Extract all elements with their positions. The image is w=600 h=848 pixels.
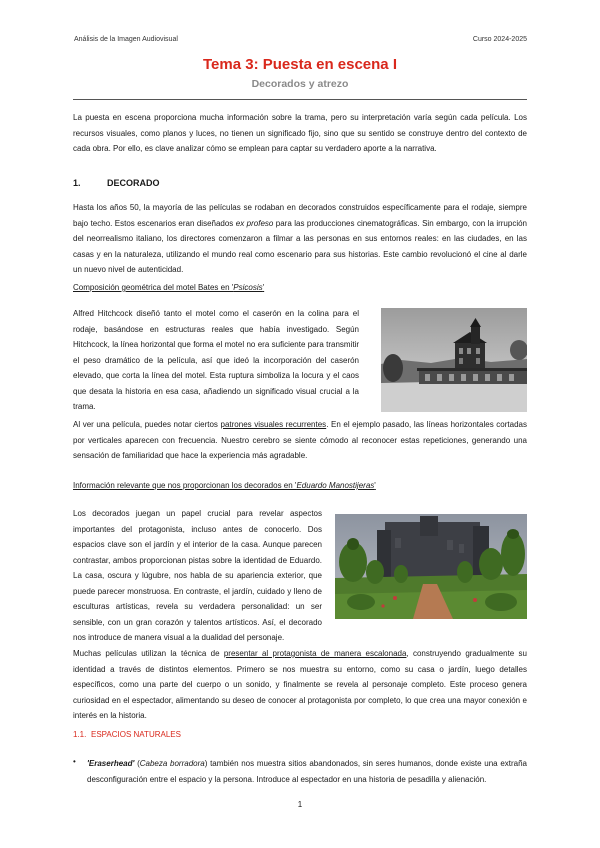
section-number: 1.	[73, 178, 81, 188]
paragraph-staggered-presentation	[73, 646, 527, 724]
italic-run: Cabeza borradora	[139, 759, 205, 768]
page-subtitle: Decorados y atrezo	[251, 78, 349, 90]
italic-run: Eduardo Manostijeras	[296, 481, 375, 490]
eduardo-garden-photo	[335, 514, 527, 619]
text-run: '	[374, 481, 376, 490]
subheading-eduardo	[73, 481, 376, 490]
running-header-left: Análisis de la Imagen Audiovisual	[74, 36, 178, 43]
title-divider	[73, 99, 527, 100]
text-run: . En el ejemplo pasado, las líneas horizontales cortadas por verticales aparecen con frecuencia. Nuestro cerebro se siente cómodo al reconocer estas repeticiones, generando una sensación de familiaridad que hace la experiencia más agradable.	[73, 420, 527, 460]
subsection-label: ESPACIOS NATURALES	[91, 730, 181, 739]
text-run: Al ver una película, puedes notar ciertos	[73, 420, 221, 429]
psicosis-house-photo	[381, 308, 527, 412]
page-title: Tema 3: Puesta en escena I	[203, 56, 397, 73]
text-run: Información relevante que nos proporcionan los decorados en '	[73, 481, 297, 490]
intro-paragraph: La puesta en escena proporciona mucha información sobre la trama, pero su interpretación varía según cada película. Los recursos visuales, como planos y luces, no tienen un significado fijo, sino que su sentido se construye dentro del contexto de cada obra. Por ello, es clave analizar cómo se emplean para captar su verdadero aporte a la narrativa.	[73, 113, 527, 153]
text-run: Composición geométrica del motel Bates en '	[73, 283, 234, 292]
paragraph-visual-patterns	[73, 417, 527, 464]
text-run: ) también nos muestra sitios abandonados, sin seres humanos, donde existe una extraña desconfiguración entre el espacio y la persona. Introduce al espectador en una historia de pesadilla y alienación.	[87, 759, 528, 784]
text-run: , construyendo gradualmente su identidad a través de distintos elementos. Primero se nos muestra su entorno, como su casa o jardín, luego detalles específicos, como una parte del cuerpo o un sonido, y finalmente se revela al personaje completo. Este proceso genera curiosidad en el espectador, alimentando su deseo de conocer al protagonista por completo, lo que crea una mayor conexión e interés en la historia.	[73, 649, 528, 720]
section-heading-decorado	[73, 178, 160, 188]
text-run: para las producciones cinematográficas. Sin embargo, con la irrupción del neorrealismo italiano, los directores comenzaron a filmar a las personas en sus entornos reales: en las ciudades, en las casas y en la naturaleza, utilizando el mundo real como escenario para sus historias. Este cambio revolucionó el cine al darle un nuevo nivel de autenticidad.	[73, 218, 528, 274]
paragraph-eduardo-sets: Los decorados juegan un papel crucial para revelar aspectos importantes del protagonista, incluso antes de conocerlo. Dos espacios clave son el jardín y el interior de la casa. Aunque parecen contrastar, ambos proporcionan pistas sobre la identidad de Eduardo. La casa, oscura y lúgubre, nos habla de su apariencia exterior, que puede parecer monstruosa. En contraste, el jardín, cuidado y lleno de esculturas artísticas, revela su verdadera personalidad: un ser sensible, con un gran corazón y talentos artísticos. Así, el decorado nos introduce de manera visual a la dualidad del personaje.	[73, 509, 322, 642]
section-label: DECORADO	[107, 178, 160, 188]
running-header-right: Curso 2024-2025	[472, 36, 527, 43]
subsection-heading-espacios-naturales	[73, 730, 181, 739]
bullet-marker: •	[73, 757, 76, 766]
text-run: Hasta los años 50, la mayoría de las películas se rodaban en decorados construidos específicamente para el rodaje, siempre bajo techo. Estos escenarios eran diseñados	[73, 203, 527, 228]
subheading-psicosis	[73, 283, 264, 292]
text-run: (	[134, 759, 140, 768]
page-number: 1	[297, 800, 303, 809]
underlined-run: presentar al protagonista de manera escalonada	[223, 649, 407, 658]
text-run: '	[262, 283, 265, 292]
text-run: Muchas películas utilizan la técnica de	[73, 649, 224, 658]
bullet-text	[87, 756, 527, 787]
italic-run: ex profeso	[235, 218, 274, 228]
underlined-run: patrones visuales recurrentes	[220, 420, 327, 429]
italic-run: Psicosis	[233, 283, 263, 292]
paragraph-hitchcock: Alfred Hitchcock diseñó tanto el motel como el caserón en la colina para el rodaje, basándose en estructuras reales que había investigado. Según Hitchcock, la línea horizontal que forma el motel no era suficiente para transmitir el peso dramático de la película, así que ideó la incorporación del caserón elevado, que corta la línea del motel. Esta ruptura simboliza la locura y el caos que desata la historia en esa casa, añadiendo un significado visual crucial a la trama.	[73, 309, 359, 411]
bold-italic-run: 'Eraserhead'	[87, 759, 135, 768]
subsection-number: 1.1.	[73, 730, 87, 739]
paragraph-decorados-history	[73, 200, 527, 278]
